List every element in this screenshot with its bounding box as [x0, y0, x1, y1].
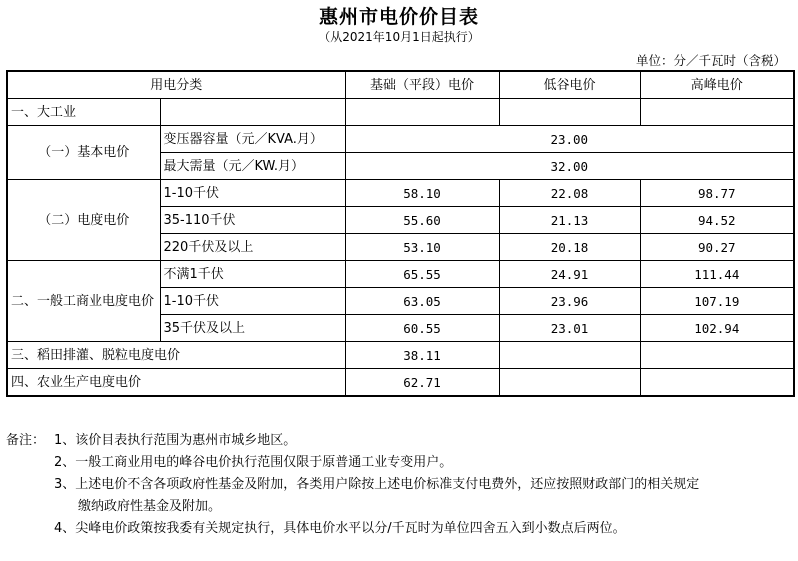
table-row — [7, 99, 794, 126]
note-item: 1、该价目表执行范围为惠州市城乡地区。 — [54, 433, 297, 448]
note-item: 3、上述电价不含各项政府性基金及附加，各类用户除按上述电价标准支付电费外，还应按照财政部门的相关规定 — [54, 477, 700, 492]
max-demand-value: 32.00 — [345, 153, 794, 180]
base-price: 53.10 — [345, 234, 499, 261]
category-large-industry: 一、大工业 — [7, 99, 160, 126]
peak-price: 98.77 — [640, 180, 794, 207]
valley-price: 20.18 — [499, 234, 640, 261]
note-item: 4、尖峰电价政策按我委有关规定执行，具体电价水平以分/千瓦时为单位四舍五入到小数点后两位。 — [54, 521, 626, 536]
note-item-continuation: 缴纳政府性基金及附加。 — [78, 499, 222, 514]
category-agriculture: 四、农业生产电度电价 — [7, 369, 345, 397]
energy-price-label: （二）电度电价 — [7, 180, 160, 261]
header-peak-price: 高峰电价 — [640, 71, 794, 99]
table-row — [7, 261, 794, 288]
transformer-capacity-value: 23.00 — [345, 126, 794, 153]
voltage-level: 1-10千伏 — [160, 180, 345, 207]
valley-price: 22.08 — [499, 180, 640, 207]
valley-price: 24.91 — [499, 261, 640, 288]
peak-price: 94.52 — [640, 207, 794, 234]
note-item: 2、一般工商业用电的峰谷电价执行范围仅限于原普通工业专变用户。 — [54, 455, 453, 470]
base-price: 60.55 — [345, 315, 499, 342]
voltage-level: 35-110千伏 — [160, 207, 345, 234]
base-price: 63.05 — [345, 288, 499, 315]
header-valley-price: 低谷电价 — [499, 71, 640, 99]
voltage-level: 不满1千伏 — [160, 261, 345, 288]
transformer-capacity-label: 变压器容量（元／KVA.月） — [160, 126, 345, 153]
peak-price: 90.27 — [640, 234, 794, 261]
page-title: 惠州市电价价目表 — [318, 6, 479, 28]
category-general-commercial: 二、一般工商业电度电价 — [7, 261, 160, 342]
peak-price: 107.19 — [640, 288, 794, 315]
voltage-level: 35千伏及以上 — [160, 315, 345, 342]
valley-price: 23.01 — [499, 315, 640, 342]
valley-price: 23.96 — [499, 288, 640, 315]
peak-price: 102.94 — [640, 315, 794, 342]
voltage-level: 220千伏及以上 — [160, 234, 345, 261]
voltage-level: 1-10千伏 — [160, 288, 345, 315]
irrigation-price: 38.11 — [345, 342, 499, 369]
table-row — [7, 126, 794, 153]
valley-price: 21.13 — [499, 207, 640, 234]
notes-label: 备注： — [6, 433, 46, 448]
max-demand-label: 最大需量（元／KW.月） — [160, 153, 345, 180]
table-row — [7, 369, 794, 397]
table-row — [7, 342, 794, 369]
header-base-price: 基础（平段）电价 — [345, 71, 499, 99]
table-row — [7, 180, 794, 207]
price-table — [6, 70, 795, 397]
category-irrigation: 三、稻田排灌、脱粒电度电价 — [7, 342, 345, 369]
unit-label: 单位：分／千瓦时（含税） — [635, 53, 786, 68]
base-price: 58.10 — [345, 180, 499, 207]
base-price: 65.55 — [345, 261, 499, 288]
agriculture-price: 62.71 — [345, 369, 499, 397]
basic-price-label: （一）基本电价 — [7, 126, 160, 180]
notes-section — [6, 430, 699, 540]
page-subtitle: （从2021年10月1日起执行） — [318, 30, 480, 44]
header-category: 用电分类 — [7, 71, 345, 99]
table-header-row — [7, 71, 794, 99]
peak-price: 111.44 — [640, 261, 794, 288]
base-price: 55.60 — [345, 207, 499, 234]
